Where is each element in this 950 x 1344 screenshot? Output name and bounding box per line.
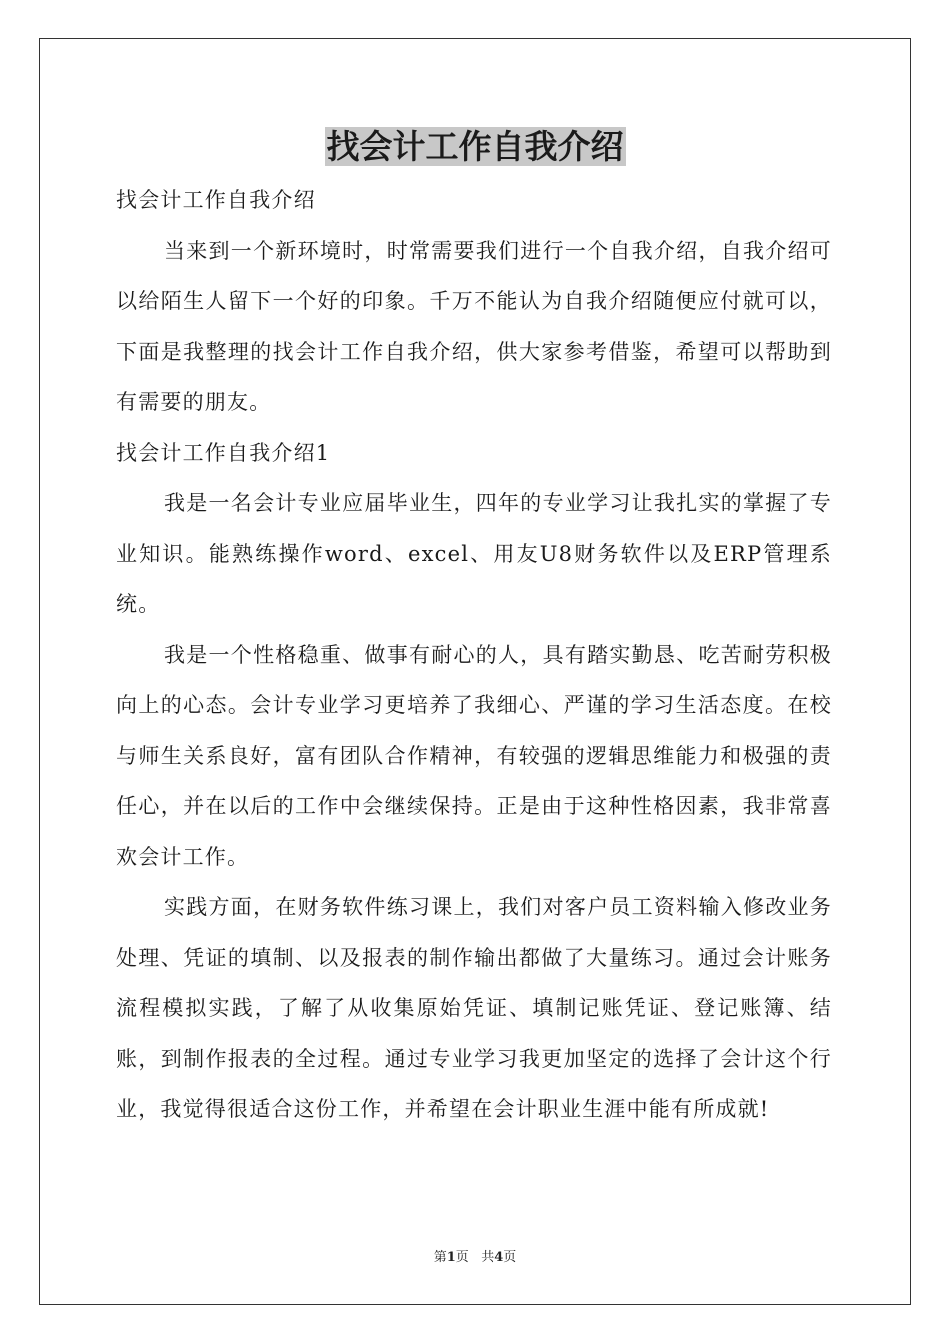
section-heading: 找会计工作自我介绍 xyxy=(116,188,316,212)
footer-page-prefix: 第 xyxy=(433,1250,447,1265)
footer-page-suffix: 页 xyxy=(455,1250,469,1265)
footer-total-prefix: 共 xyxy=(481,1250,495,1265)
footer-total-suffix: 页 xyxy=(503,1250,517,1265)
document-title xyxy=(0,122,950,172)
body-paragraph-skills: 我是一名会计专业应届毕业生，四年的专业学习让我扎实的掌握了专业知识。能熟练操作word、excel、用友U8财务软件以及ERP管理系统。 xyxy=(116,491,832,616)
document-body xyxy=(116,175,832,1135)
page-footer xyxy=(0,1246,950,1265)
body-paragraph-practice: 实践方面，在财务软件练习课上，我们对客户员工资料输入修改业务处理、凭证的填制、以及报表的制作输出都做了大量练习。通过会计账务流程模拟实践，了解了从收集原始凭证、填制记账凭证、登记账簿、结账，到制作报表的全过程。通过专业学习我更加坚定的选择了会计这个行业，我觉得很适合这份工作，并希望在会计职业生涯中能有所成就! xyxy=(116,895,832,1121)
section-heading-1: 找会计工作自我介绍1 xyxy=(116,440,331,465)
intro-paragraph: 当来到一个新环境时，时常需要我们进行一个自我介绍，自我介绍可以给陌生人留下一个好的印象。千万不能认为自我介绍随便应付就可以，下面是我整理的找会计工作自我介绍，供大家参考借鉴，希望可以帮助到有需要的朋友。 xyxy=(116,238,832,414)
footer-page-current: 1 xyxy=(446,1250,456,1265)
body-paragraph-personality: 我是一个性格稳重、做事有耐心的人，具有踏实勤恳、吃苦耐劳积极向上的心态。会计专业学习更培养了我细心、严谨的学习生活态度。在校与师生关系良好，富有团队合作精神，有较强的逻辑思维能力和极强的责任心，并在以后的工作中会继续保持。正是由于这种性格因素，我非常喜欢会计工作。 xyxy=(116,642,832,869)
document-title-text: 找会计工作自我介绍 xyxy=(326,127,624,166)
footer-page-total: 4 xyxy=(494,1250,504,1265)
